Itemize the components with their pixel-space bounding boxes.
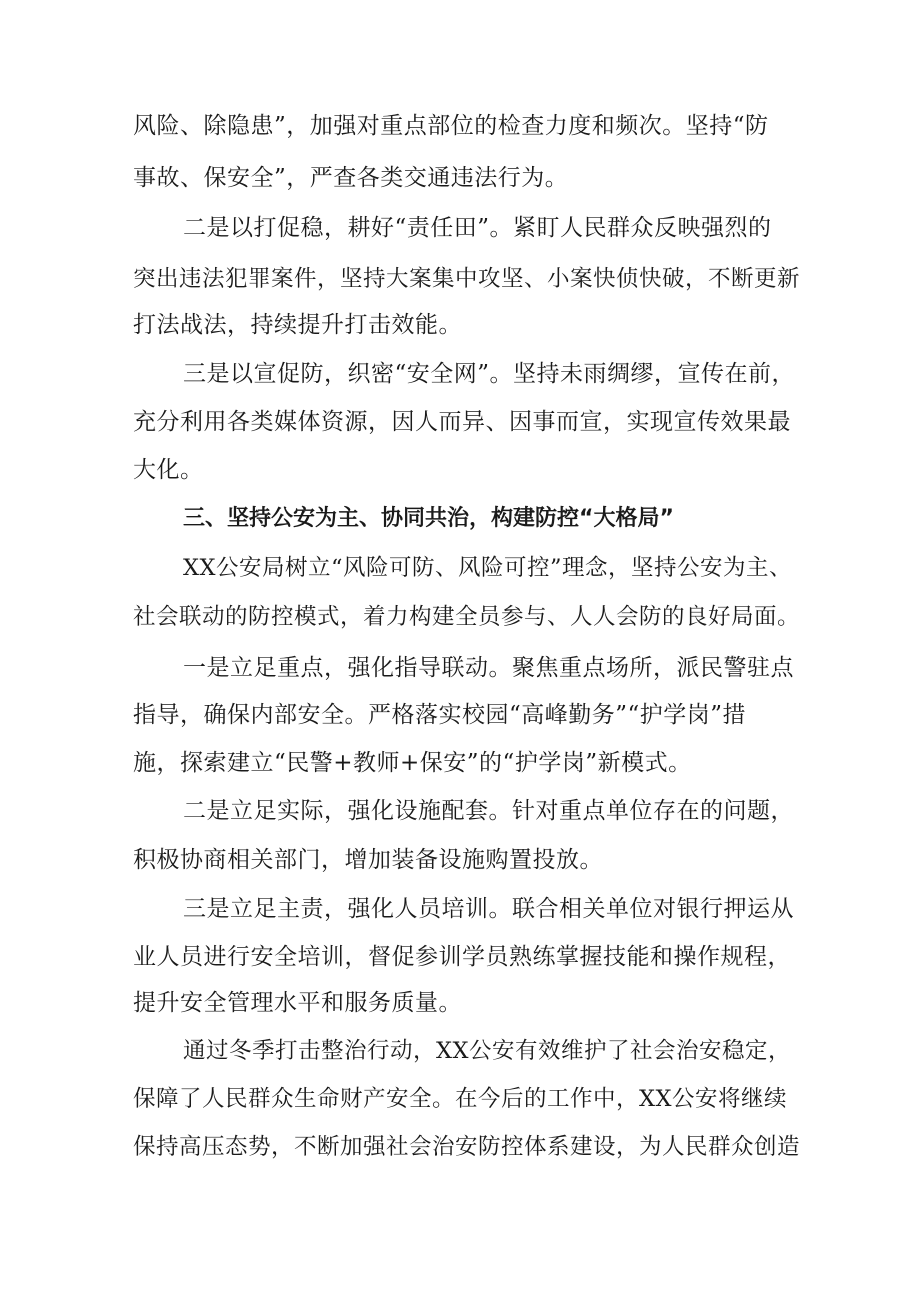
line-text: 提升安全管理水平和服务质量。	[133, 990, 462, 1016]
line-text: 大化。	[133, 457, 204, 483]
text-line	[0, 597, 920, 637]
line-text: 二是以打促稳，耕好“责任田”。紧盯人民群众反映强烈的	[183, 215, 772, 241]
text-line	[0, 208, 920, 248]
line-text: 突出违法犯罪案件，坚持大案集中攻坚、小案快侦快破，不断更新	[133, 266, 801, 292]
line-text: 保持高压态势，不断加强社会治安防控体系建设，为人民群众创造	[133, 1134, 801, 1160]
text-line	[0, 1031, 920, 1071]
text-line	[0, 1079, 920, 1119]
line-text: 三是以宣促防，织密“安全网”。坚持未雨绸缪，宣传在前，	[183, 361, 796, 387]
text-line	[0, 695, 920, 735]
text-line	[0, 354, 920, 394]
line-text: XX公安局树立“风险可防、风险可控”理念，坚持公安为主、	[183, 555, 793, 581]
text-line	[0, 305, 920, 345]
text-line	[0, 402, 920, 442]
line-text: 打法战法，持续提升打击效能。	[133, 312, 462, 338]
line-text: 业人员进行安全培训，督促参训学员熟练掌握技能和操作规程，	[133, 944, 791, 970]
text-line	[0, 1127, 920, 1167]
line-text: 二是立足实际，强化设施配套。针对重点单位存在的问题，	[183, 798, 794, 824]
text-line	[0, 648, 920, 688]
text-line	[0, 889, 920, 929]
text-line	[0, 259, 920, 299]
line-text: 社会联动的防控模式，着力构建全员参与、人人会防的良好局面。	[133, 604, 801, 630]
line-text: 保障了人民群众生命财产安全。在今后的工作中，XX公安将继续	[133, 1086, 788, 1112]
text-line	[0, 937, 920, 977]
text-line	[0, 548, 920, 588]
text-line	[0, 158, 920, 198]
text-line	[0, 791, 920, 831]
section-heading	[0, 499, 920, 539]
text-line	[0, 450, 920, 490]
line-text: 一是立足重点，强化指导联动。聚焦重点场所，派民警驻点	[183, 655, 794, 681]
text-line	[0, 983, 920, 1023]
text-line	[0, 106, 920, 146]
line-text: 通过冬季打击整治行动，XX公安有效维护了社会治安稳定，	[183, 1038, 792, 1064]
text-line	[0, 743, 920, 783]
line-text: 施，探索建立“民警+教师+保安”的“护学岗”新模式。	[133, 750, 692, 776]
line-text: 充分利用各类媒体资源，因人而异、因事而宣，实现宣传效果最	[133, 409, 791, 435]
line-text: 风险、除隐患”，加强对重点部位的检查力度和频次。坚持“防	[133, 113, 769, 139]
line-text: 指导，确保内部安全。严格落实校园“高峰勤务”“护学岗”措	[133, 702, 747, 728]
heading-text: 三、坚持公安为主、协同共治，构建防控“大格局”	[183, 506, 674, 531]
line-text: 积极协商相关部门，增加装备设施购置投放。	[133, 847, 603, 873]
text-line	[0, 840, 920, 880]
line-text: 事故、保安全”，严查各类交通违法行为。	[133, 165, 569, 191]
line-text: 三是立足主责，强化人员培训。联合相关单位对银行押运从	[183, 896, 794, 922]
